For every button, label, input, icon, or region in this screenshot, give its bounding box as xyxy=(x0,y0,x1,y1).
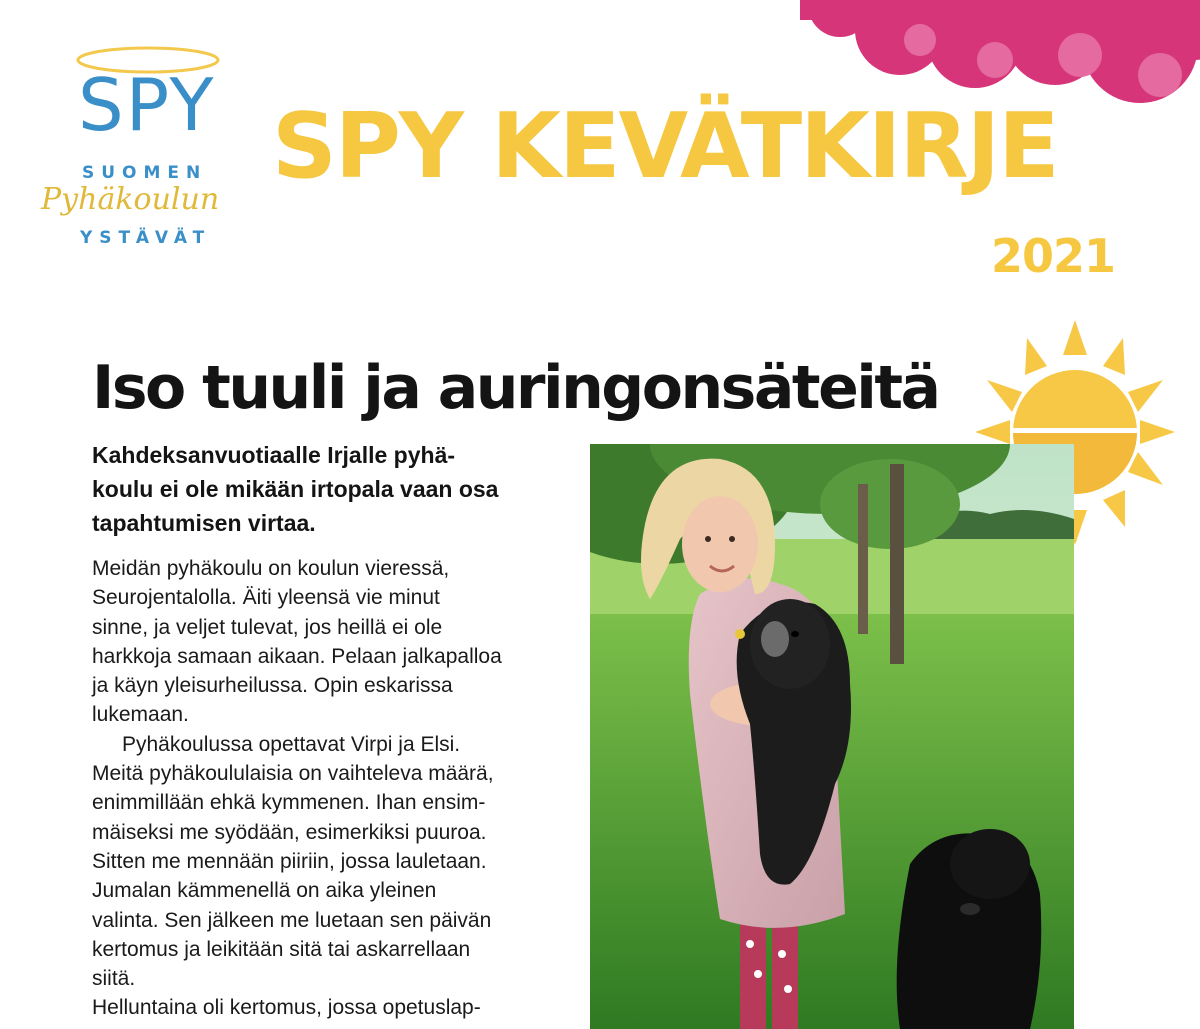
newsletter-year: 2021 xyxy=(990,229,1115,283)
spy-logo xyxy=(38,40,248,255)
article-body xyxy=(92,554,562,1023)
body-line: sinne, ja veljet tulevat, jos heillä ei ole xyxy=(92,615,443,639)
body-line: lukemaan. xyxy=(92,703,189,727)
body-line: Jumalan kämmenellä on aika yleinen xyxy=(92,879,437,903)
logo-line-pyhakoulun: Pyhäkoulun xyxy=(41,182,220,217)
body-line: enimmillään ehkä kymmenen. Ihan ensim- xyxy=(92,791,486,815)
lead-line: tapahtumisen virtaa. xyxy=(92,510,316,536)
body-line: Sitten me mennään piiriin, jossa lauletaan. xyxy=(92,849,487,873)
newsletter-title: SPY KEVÄTKIRJE xyxy=(272,94,1058,199)
body-line: Seurojentalolla. Äiti yleensä vie minut xyxy=(92,586,440,610)
body-line: siitä. xyxy=(92,967,136,991)
article-photo xyxy=(590,444,1074,1029)
body-line: Helluntaina oli kertomus, jossa opetuslap- xyxy=(92,996,481,1020)
body-line: mäiseksi me syödään, esimerkiksi puuroa. xyxy=(92,820,487,844)
logo-acronym: SPY xyxy=(78,63,216,147)
logo-line-ystavat: YSTÄVÄT xyxy=(80,228,212,248)
body-line: Meidän pyhäkoulu on koulun vieressä, xyxy=(92,557,450,580)
lead-line: koulu ei ole mikään irtopala vaan osa xyxy=(92,476,499,502)
article-headline: Iso tuuli ja auringonsäteitä xyxy=(92,353,939,423)
body-line: kertomus ja leikitään sitä tai askarrellaan xyxy=(92,937,471,961)
article-lead xyxy=(92,438,562,540)
body-line: harkkoja samaan aikaan. Pelaan jalkapalloa xyxy=(92,644,502,668)
body-line: valinta. Sen jälkeen me luetaan sen päivän xyxy=(92,908,492,932)
body-line: Pyhäkoulussa opettavat Virpi ja Elsi. xyxy=(122,732,461,756)
body-line: ja käyn yleisurheilussa. Opin eskarissa xyxy=(92,674,453,698)
body-line: Meitä pyhäkoululaisia on vaihteleva määrä, xyxy=(92,762,494,786)
logo-line-suomen: SUOMEN xyxy=(82,163,208,183)
lead-line: Kahdeksanvuotiaalle Irjalle pyhä- xyxy=(92,442,456,468)
